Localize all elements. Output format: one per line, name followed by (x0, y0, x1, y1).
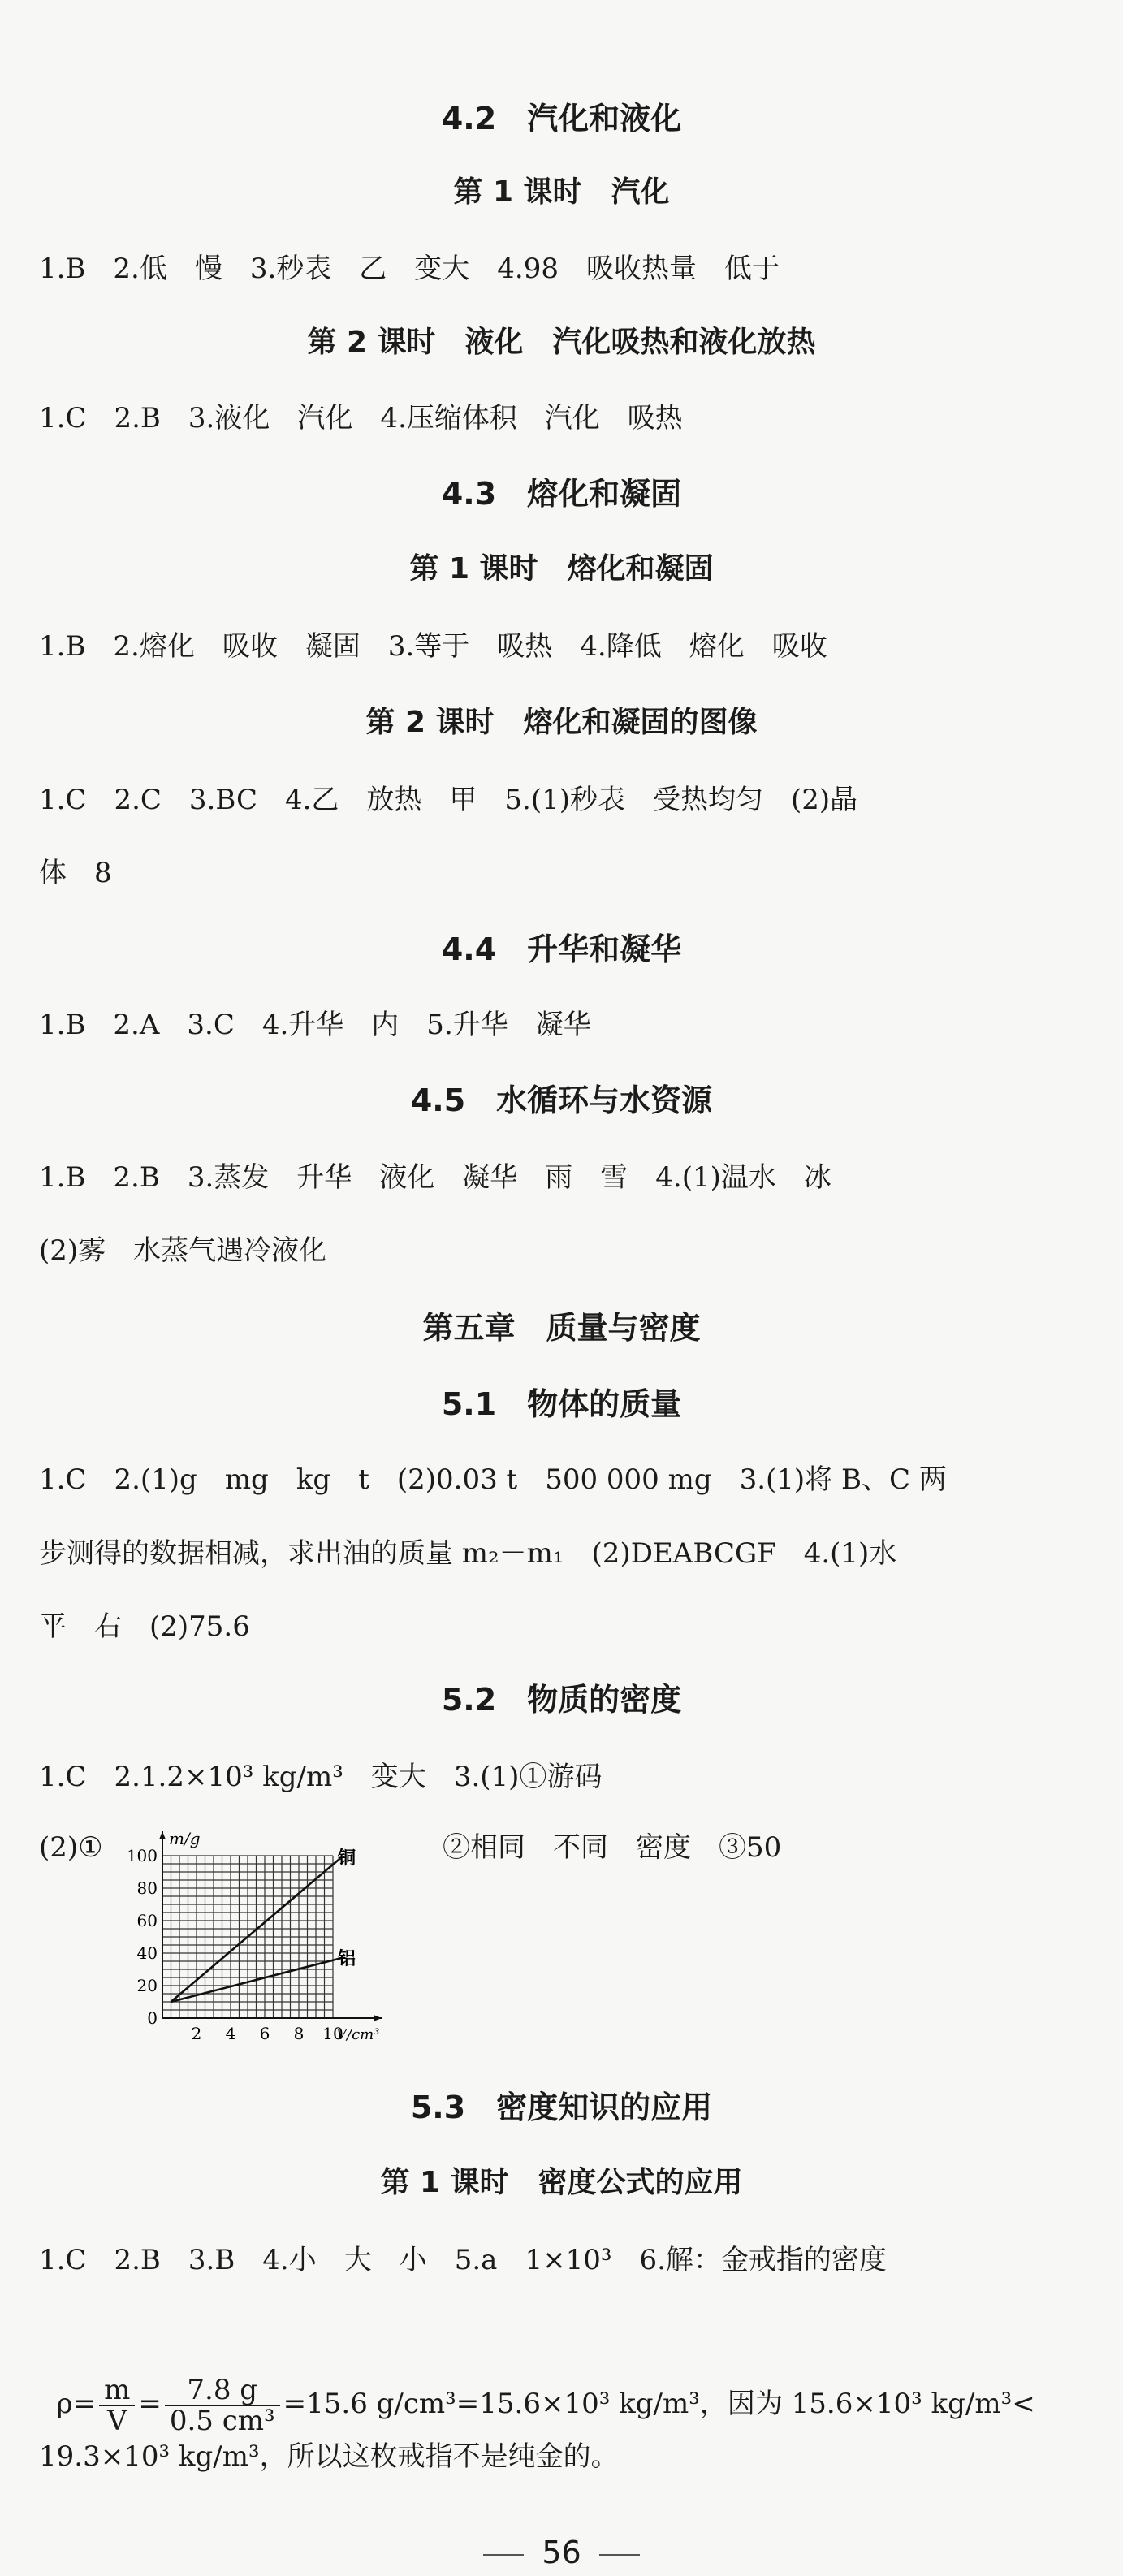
answer-line: 1.C 2.1.2×10³ kg/m³ 变大 3.(1)①游码 (39, 1761, 603, 1793)
y-tick-label: 20 (136, 1976, 158, 1995)
lesson-title: 第 1 课时 熔化和凝固 (409, 552, 714, 586)
series-label: 铜 (338, 1848, 356, 1869)
answer-line: 1.B 2.低 慢 3.秒表 乙 变大 4.98 吸收热量 低于 (39, 253, 780, 285)
chapter-heading: 第五章 质量与密度 (422, 1310, 701, 1346)
answer-line: 平 右 (2)75.6 (39, 1610, 250, 1643)
x-axis-label: V/cm³ (336, 2026, 380, 2043)
rho-label: ρ= (56, 2388, 97, 2420)
section-heading-5-3: 5.3 密度知识的应用 (410, 2090, 713, 2125)
x-tick-label: 4 (225, 2024, 236, 2043)
series-label: 铝 (338, 1948, 356, 1969)
answer-line: 体 8 (39, 857, 112, 889)
x-axis-arrow (374, 2015, 382, 2021)
answer-line: 1.B 2.熔化 吸收 凝固 3.等于 吸热 4.降低 熔化 吸收 (39, 630, 827, 663)
section-heading-4-2: 4.2 汽化和液化 (441, 101, 682, 136)
y-tick-label: 100 (126, 1846, 158, 1865)
answer-line: 步测得的数据相减，求出油的质量 m₂－m₁ (2)DEABCGF 4.(1)水 (39, 1537, 897, 1570)
answer-line: 19.3×10³ kg/m³，所以这枚戒指不是纯金的。 (39, 2440, 619, 2473)
section-heading-5-2: 5.2 物质的密度 (441, 1682, 682, 1718)
page-number (0, 2532, 1123, 2573)
answer-line: 1.B 2.B 3.蒸发 升华 液化 凝华 雨 雪 4.(1)温水 冰 (39, 1161, 831, 1194)
lesson-title: 第 1 课时 密度公式的应用 (380, 2166, 743, 2199)
answer-line: 1.C 2.(1)g mg kg t (2)0.03 t 500 000 mg 3.(1)将 B、C 两 (39, 1463, 947, 1496)
page-number-value: 56 (542, 2535, 581, 2570)
page-number-dash-right (599, 2554, 640, 2556)
section-heading-4-5: 4.5 水循环与水资源 (410, 1083, 713, 1118)
section-heading-4-3: 4.3 熔化和凝固 (441, 476, 682, 512)
y-tick-label: 60 (136, 1911, 158, 1930)
mass-volume-chart (114, 1811, 422, 2055)
y-tick-label: 80 (136, 1878, 158, 1898)
equals-sign: = (138, 2388, 162, 2420)
formula-result: =15.6 g/cm³=15.6×10³ kg/m³，因为 15.6×10³ kg/m³< (283, 2388, 1035, 2420)
lesson-title: 第 2 课时 液化 汽化吸热和液化放热 (307, 326, 816, 359)
x-tick-label: 6 (259, 2024, 270, 2043)
answer-line: ②相同 不同 密度 ③50 (443, 1831, 782, 1864)
answer-line: (2)雾 水蒸气遇冷液化 (39, 1234, 327, 1267)
fraction-numerator: m (99, 2375, 135, 2406)
fraction-numerator: 7.8 g (165, 2375, 280, 2406)
lesson-title: 第 1 课时 汽化 (453, 175, 670, 209)
x-tick-label: 8 (293, 2024, 305, 2043)
x-tick-label: 2 (191, 2024, 202, 2043)
answer-line: 1.B 2.A 3.C 4.升华 内 5.升华 凝华 (39, 1009, 591, 1041)
answer-line: (2)① (39, 1831, 103, 1864)
x-tick-label: 10 (322, 2024, 343, 2043)
section-heading-4-4: 4.4 升华和凝华 (441, 931, 682, 967)
y-tick-label: 0 (147, 2008, 158, 2028)
density-formula-line (39, 2306, 1035, 2436)
y-axis-arrow (159, 1831, 166, 1839)
fraction-denominator: V (106, 2405, 127, 2437)
section-heading-5-1: 5.1 物体的质量 (441, 1386, 682, 1422)
lesson-title: 第 2 课时 熔化和凝固的图像 (365, 706, 758, 739)
page-number-dash-left (483, 2554, 524, 2556)
y-tick-label: 40 (136, 1943, 158, 1963)
fraction-denominator: 0.5 cm³ (169, 2405, 275, 2437)
fraction-values (165, 2375, 280, 2436)
answer-line: 1.C 2.B 3.B 4.小 大 小 5.a 1×10³ 6.解：金戒指的密度 (39, 2244, 887, 2276)
answer-line: 1.C 2.C 3.BC 4.乙 放热 甲 5.(1)秒表 受热均匀 (2)晶 (39, 784, 858, 816)
y-axis-label: m/g (169, 1829, 201, 1848)
answer-line: 1.C 2.B 3.液化 汽化 4.压缩体积 汽化 吸热 (39, 402, 683, 434)
fraction-m-over-v (99, 2375, 135, 2436)
